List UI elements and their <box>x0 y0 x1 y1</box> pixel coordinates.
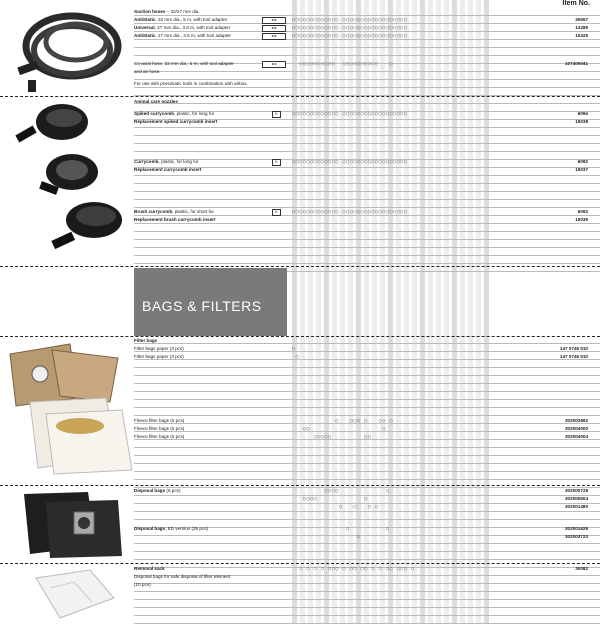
row-guide <box>134 383 600 384</box>
row-label-bold: Animal care nozzles <box>134 99 178 104</box>
k-tag-icon: K <box>272 111 281 118</box>
row-label <box>134 16 227 24</box>
row-label <box>134 417 184 425</box>
row-guide <box>134 559 600 560</box>
row-label <box>134 208 214 216</box>
compatibility-dots: ○○○○ ○ <box>292 496 368 502</box>
item-number: 15037 <box>575 167 588 172</box>
spiked-currycomb-icon <box>14 100 94 148</box>
compatibility-dots: ○○○○○ ○○ <box>292 434 372 440</box>
row-label <box>134 433 184 441</box>
connector-tag-icon: ◄► <box>262 17 286 24</box>
section-divider <box>0 563 600 564</box>
row-guide <box>134 607 600 608</box>
section-divider <box>0 336 600 337</box>
compatibility-dots: ○ ○○○ ○ ○○ ○ <box>292 418 394 424</box>
item-number: 6094 <box>577 111 588 116</box>
row-guide <box>134 375 600 376</box>
item-number: 30082 <box>575 566 588 571</box>
row-label <box>134 565 165 573</box>
compatibility-dots: ○○○○○○○○○○○○○ ○○○○○○○○○○○○○○○○○○ <box>292 25 408 31</box>
compatibility-dots: ○○○○ ○ <box>292 488 390 494</box>
row-guide <box>134 47 600 48</box>
connector-tag-icon: ◄► <box>262 25 286 32</box>
column-stripe <box>484 0 489 624</box>
row-label-text: (10 pcs) <box>134 582 151 587</box>
removal-sack-icon <box>30 568 120 620</box>
row-guide <box>134 519 600 520</box>
row-label <box>134 110 214 118</box>
column-stripe <box>476 0 481 624</box>
section-divider <box>0 485 600 486</box>
row-guide <box>134 263 600 264</box>
section-divider <box>0 266 600 267</box>
compatibility-dots: ○ <box>292 346 296 352</box>
item-number: 302000604 <box>565 496 588 501</box>
row-guide <box>134 471 600 472</box>
column-stripe <box>460 0 465 624</box>
item-number: 15038 <box>575 119 588 124</box>
section-divider <box>0 96 600 97</box>
item-number: 15325 <box>575 33 588 38</box>
compatibility-dots: ○○○○○○○○○○○○○ ○○○○○○○○○○○○○○○○○○ <box>292 159 408 165</box>
row-label-text: , ED version (25 pcs) <box>165 526 209 531</box>
row-label-text: – 32/27 mm dia. <box>165 9 200 14</box>
column-stripe <box>412 0 417 624</box>
section-title: BAGS & FILTERS <box>142 298 262 314</box>
disposal-bags-icon <box>18 490 128 560</box>
row-label-bold: Spiked currycomb <box>134 111 175 116</box>
compatibility-dots: ○ <box>292 354 300 360</box>
row-guide <box>134 599 600 600</box>
row-guide <box>134 543 600 544</box>
compatibility-dots: ○○○○○○○○○○○○○ ○○○○○○○○○○○○○○○○○○ <box>292 111 408 117</box>
item-number: 6093 <box>577 209 588 214</box>
row-label <box>134 487 180 495</box>
row-guide <box>134 391 600 392</box>
currycomb-icon <box>34 150 104 198</box>
row-label <box>134 573 230 581</box>
compatibility-dots: ○○○○○○○○○○○○○ ○○○○○○○○○○○○○○○○○○ <box>292 17 408 23</box>
row-label-bold: Replacement spiked currycomb insert <box>134 119 218 124</box>
compatibility-dots: ○○○○○○○○○○○○○ ○○○○○○○○○○○○○○○○○○ <box>292 209 408 215</box>
row-guide <box>134 351 600 352</box>
column-stripe <box>428 0 433 624</box>
compatibility-dots: ○○○○○○○○○○○○○ ○○○○○○○○○○○○○○○○○○ <box>292 33 408 39</box>
row-label <box>134 24 230 32</box>
row-label-bold: AntiStatic <box>134 33 156 38</box>
item-number: 302003723 <box>565 534 588 539</box>
row-label <box>134 80 248 88</box>
row-label-bold: Brush currycomb <box>134 209 173 214</box>
row-label-bold: Currycomb <box>134 159 159 164</box>
row-label-text: , 32 mm dia., 5 m, with tool adapter <box>155 17 228 22</box>
row-label-text: Fleece filter bags (5 pcs) <box>134 426 185 431</box>
row-guide <box>134 343 600 344</box>
item-number: 302000728 <box>565 488 588 493</box>
row-guide <box>134 167 600 168</box>
row-guide <box>134 191 600 192</box>
row-label-text: , 27 mm dia., 3.5 m, with tool adapter <box>155 33 232 38</box>
row-guide <box>134 591 600 592</box>
column-stripe <box>420 0 425 624</box>
connector-tag-icon: ◄► <box>262 33 286 40</box>
row-guide <box>134 247 600 248</box>
row-label <box>134 118 217 126</box>
item-number: 302004004 <box>565 434 588 439</box>
item-number: 30657 <box>575 17 588 22</box>
item-number: 147 0746 010 <box>559 354 588 359</box>
row-label <box>134 525 208 533</box>
row-guide <box>134 199 600 200</box>
row-guide <box>134 55 600 56</box>
item-number: 302001480 <box>565 504 588 509</box>
row-label <box>134 425 184 433</box>
row-guide <box>134 127 600 128</box>
column-stripe <box>468 0 473 624</box>
row-guide <box>134 135 600 136</box>
item-number: 15039 <box>575 217 588 222</box>
row-label-bold: AntiStatic <box>134 17 156 22</box>
row-label <box>134 8 200 16</box>
row-guide <box>134 239 600 240</box>
row-label-bold: Universal <box>134 25 155 30</box>
column-stripe <box>404 0 409 624</box>
item-number: 302002892 <box>565 418 588 423</box>
row-label <box>134 345 184 353</box>
row-label <box>134 166 201 174</box>
row-label <box>134 158 199 166</box>
column-stripe <box>436 0 441 624</box>
item-number: 14289 <box>575 25 588 30</box>
row-guide <box>134 615 600 616</box>
row-label-bold: Filter bags <box>134 338 158 343</box>
row-label <box>134 216 215 224</box>
row-guide <box>134 463 600 464</box>
k-tag-icon: K <box>272 209 281 216</box>
column-stripe <box>452 0 457 624</box>
row-label <box>134 337 157 345</box>
row-label-bold: Disposal bags <box>134 488 166 493</box>
row-label <box>134 353 184 361</box>
row-label-text: Filter bags paper (3 pcs) <box>134 346 184 351</box>
row-label <box>134 98 178 106</box>
row-guide <box>134 535 600 536</box>
row-label <box>134 68 161 76</box>
row-label-text: and air hose. <box>134 69 161 74</box>
compatibility-dots: ○ ○ ○ ○ ○○○ ○ ○○ ○○ ○ ○ ○○ ○○○ ○ <box>292 566 415 572</box>
row-label-bold: Replacement brush currycomb insert <box>134 217 216 222</box>
row-guide <box>134 175 600 176</box>
row-label <box>134 581 151 589</box>
brush-currycomb-icon <box>46 198 126 254</box>
row-label-text: Filter bags paper (3 pcs) <box>134 354 184 359</box>
row-label-bold: Removal sack <box>134 566 165 571</box>
section-title-block <box>134 268 287 336</box>
compatibility-dots: ○ ○ <box>292 526 390 532</box>
row-guide <box>134 415 600 416</box>
row-guide <box>134 151 600 152</box>
item-number: 6092 <box>577 159 588 164</box>
fleece-filter-bags-icon <box>26 396 136 476</box>
compatibility-dots: ○○ ○ <box>292 426 386 432</box>
row-guide <box>134 447 600 448</box>
row-label-text: , plastic, for short fur <box>172 209 214 214</box>
row-label <box>134 32 231 40</box>
k-tag-icon: K <box>272 159 281 166</box>
row-guide <box>134 103 600 104</box>
row-guide <box>134 183 600 184</box>
item-number: 302001629 <box>565 526 588 531</box>
row-label <box>134 60 234 68</box>
item-number: 107400041 <box>565 61 588 66</box>
row-guide <box>134 455 600 456</box>
item-no-header: Item No. <box>562 0 590 7</box>
row-label-text: Disposal bags for safe disposal of filter element <box>134 574 231 579</box>
column-stripe <box>396 0 401 624</box>
row-label-bold: Suction hoses <box>134 9 166 14</box>
row-guide <box>134 71 600 72</box>
row-guide <box>134 231 600 232</box>
row-guide <box>134 551 600 552</box>
row-guide <box>134 143 600 144</box>
row-label-text: (5 pcs) <box>165 488 181 493</box>
compatibility-dots: ○ <box>292 534 361 540</box>
row-label-bold: Replacement currycomb insert <box>134 167 202 172</box>
row-label-text: , plastic, for long fur <box>158 159 199 164</box>
row-guide <box>134 367 600 368</box>
row-label-text: , 27 mm dia., 3.5 m, with tool adapter <box>154 25 231 30</box>
item-number: 147 0745 010 <box>559 346 588 351</box>
column-stripe <box>444 0 449 624</box>
item-number: 302004000 <box>565 426 588 431</box>
row-guide <box>134 407 600 408</box>
row-guide <box>134 583 600 584</box>
row-label-bold: Disposal bags <box>134 526 166 531</box>
compatibility-dots: ○ ○ ○ ○ <box>292 504 379 510</box>
compatibility-dots: ○○○○○○○○○○ ○○○○○○○○○○ ○ <box>292 61 394 67</box>
row-label-text: , plastic, for long fur <box>174 111 215 116</box>
row-label-text: Co-axial hose, 32 mm dia., 5 m, with tool adapter <box>134 61 234 66</box>
connector-tag-icon: ◄► <box>262 61 286 68</box>
row-guide <box>134 359 600 360</box>
row-guide <box>134 479 600 480</box>
row-guide <box>134 511 600 512</box>
row-guide <box>134 255 600 256</box>
suction-hose-icon <box>14 6 124 92</box>
row-label-text: Fleece filter bags (5 pcs) <box>134 418 185 423</box>
row-label-text: For use with pneumatic tools in combination with airbox. <box>134 81 248 86</box>
row-label-text: Fleece filter bags (5 pcs) <box>134 434 185 439</box>
row-guide <box>134 399 600 400</box>
